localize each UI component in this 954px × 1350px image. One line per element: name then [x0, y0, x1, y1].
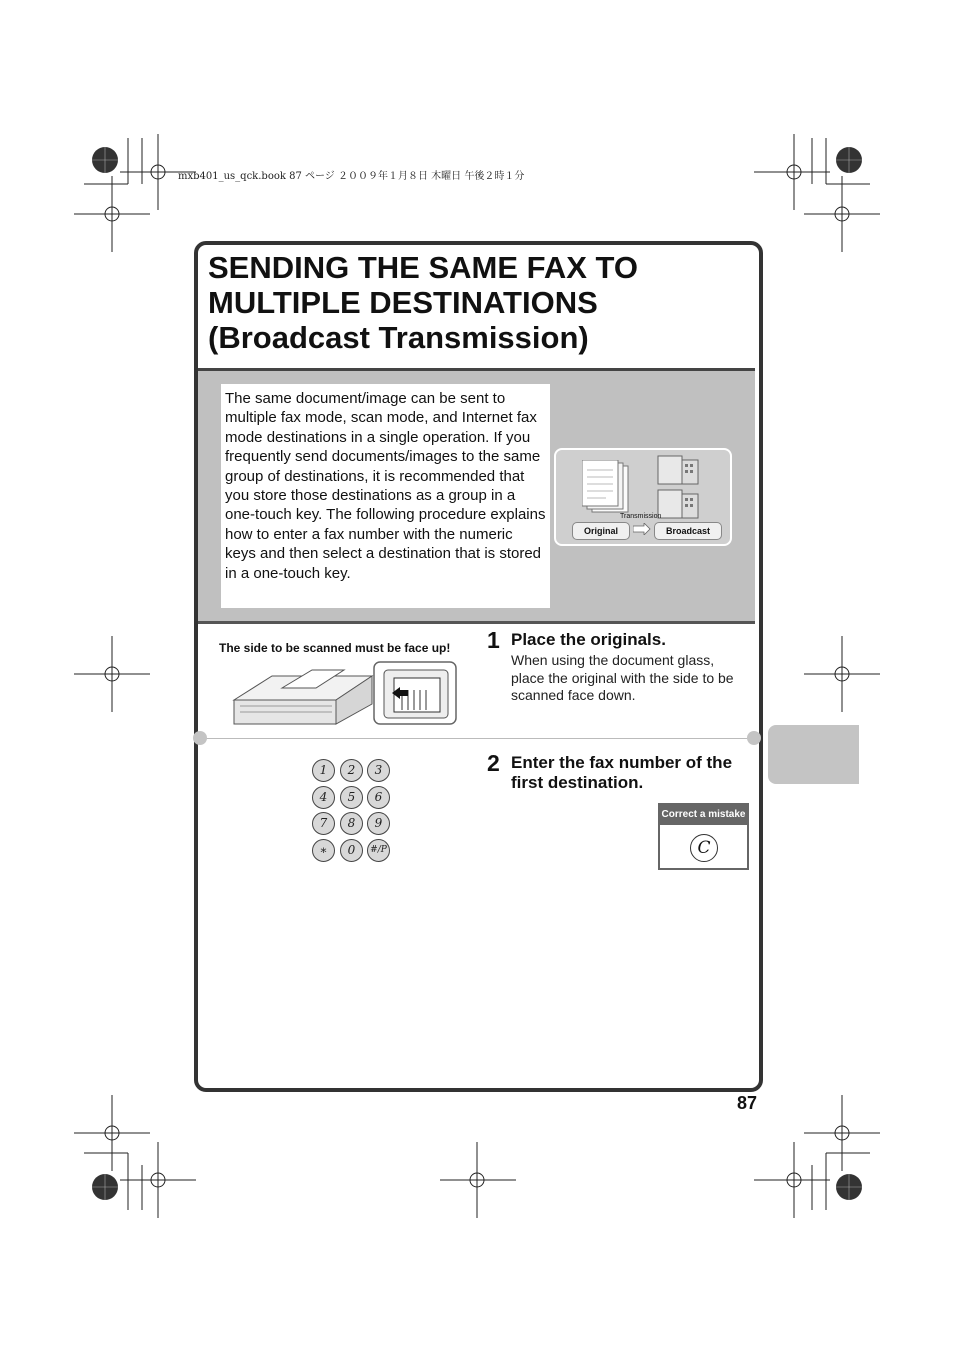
numeric-keypad	[312, 759, 396, 867]
step-2-title-line: Enter the fax number of the	[511, 753, 733, 772]
key-star: ∗	[312, 839, 335, 862]
key-3: 3	[367, 759, 390, 782]
clear-key: C	[690, 834, 718, 862]
step-2-title-line: first destination.	[511, 773, 644, 792]
scanner-illustration	[232, 660, 462, 726]
illustration-caption: The side to be scanned must be face up!	[219, 641, 451, 655]
step-divider	[200, 738, 756, 739]
chapter-tab	[768, 725, 859, 784]
key-pound-pause: #/P	[367, 839, 390, 862]
transmission-label: Transmission	[620, 513, 662, 520]
key-1: 1	[312, 759, 335, 782]
step-1-description: When using the document glass, place the original with the side to be scanned face down.	[511, 652, 734, 703]
arrow-right-icon	[633, 523, 651, 535]
key-0: 0	[340, 839, 363, 862]
fax-machines-icon	[656, 454, 706, 520]
section-divider	[198, 621, 755, 624]
step-1-number: 1	[487, 627, 500, 653]
key-6: 6	[367, 786, 390, 809]
divider-dot	[747, 731, 761, 745]
broadcast-diagram	[554, 448, 732, 546]
intro-text: The same document/image can be sent to multiple fax mode, scan mode, and Internet fax mode destinations in a single operation. If you frequently send documents/images to the same group of destinations, it is recommended that you store those destinations as a group in a one-touch key. The following procedure explains how to enter a fax number with the numeric keys and then select a destination that is stored in a one-touch key.	[221, 384, 550, 608]
key-2: 2	[340, 759, 363, 782]
page-number: 87	[737, 1093, 758, 1113]
title-line: MULTIPLE DESTINATIONS	[208, 285, 598, 320]
original-label: Original	[572, 522, 630, 540]
page-title	[208, 250, 748, 355]
key-4: 4	[312, 786, 335, 809]
step-1-title: Place the originals.	[511, 630, 666, 649]
step-2-title	[511, 753, 732, 793]
title-line: SENDING THE SAME FAX TO	[208, 250, 639, 285]
title-line: (Broadcast Transmission)	[208, 320, 589, 355]
correct-mistake-label: Correct a mistake	[660, 805, 747, 825]
documents-icon	[582, 460, 636, 518]
print-header: mxb401_us_qck.book 87 ページ ２００９年１月８日 木曜日 午後２時１分	[178, 171, 525, 182]
key-9: 9	[367, 812, 390, 835]
key-5: 5	[340, 786, 363, 809]
step-2-number: 2	[487, 750, 500, 776]
key-8: 8	[340, 812, 363, 835]
correct-mistake-box	[658, 803, 749, 870]
divider-dot	[193, 731, 207, 745]
broadcast-label: Broadcast	[654, 522, 722, 540]
key-7: 7	[312, 812, 335, 835]
